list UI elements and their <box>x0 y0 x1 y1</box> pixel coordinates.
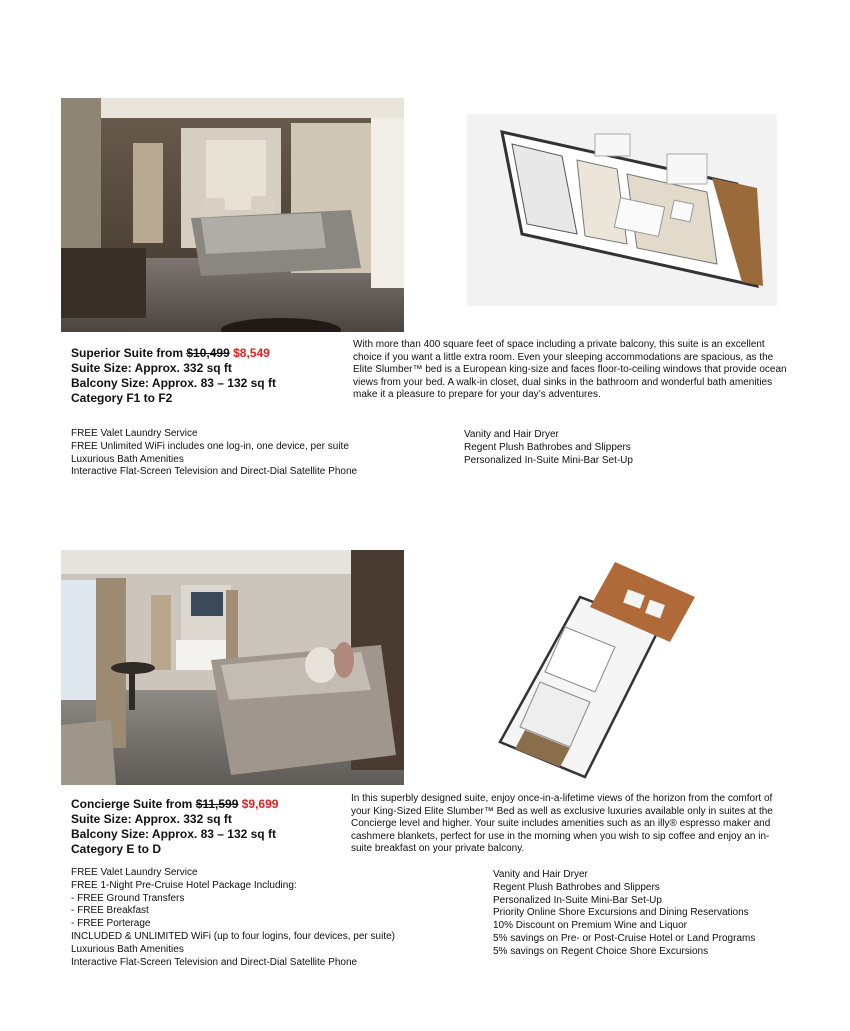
list-item: 5% savings on Pre- or Post-Cruise Hotel or Land Programs <box>493 932 756 944</box>
list-item: Priority Online Shore Excursions and Dining Reservations <box>493 907 749 919</box>
suite-size: Suite Size: Approx. 332 sq ft <box>71 361 232 375</box>
list-item: Interactive Flat-Screen Television and Direct-Dial Satellite Phone <box>71 956 358 968</box>
amenities-right <box>493 869 755 959</box>
suite-name: Superior Suite from <box>71 346 187 360</box>
list-item: 5% savings on Regent Choice Shore Excursions <box>493 945 709 957</box>
list-item: - FREE Ground Transfers <box>71 892 185 904</box>
suite-description: With more than 400 square feet of space including a private balcony, this suite is an excellent choice if you want a little extra room. Even your sleeping accommodations are spacious, as the Elite Slumber™ bed is a European king-size and faces floor-to-ceiling windows that provide ocean views from your bed. A walk-in closet, dual sinks in the bathroom and wonderful bath amenities make it a pleasure to prepare for your day’s adventures. <box>353 339 787 401</box>
list-item: FREE 1-Night Pre-Cruise Hotel Package Including: <box>71 879 297 891</box>
new-price: $8,549 <box>233 346 270 360</box>
list-item: FREE Unlimited WiFi includes one log-in, one device, per suite <box>71 440 349 452</box>
list-item: 10% Discount on Premium Wine and Liquor <box>493 920 687 932</box>
list-item: Personalized In-Suite Mini-Bar Set-Up <box>464 454 633 466</box>
balcony-size: Balcony Size: Approx. 83 – 132 sq ft <box>71 827 276 841</box>
suite-category: Category E to D <box>71 842 162 856</box>
list-item: Luxurious Bath Amenities <box>71 453 184 465</box>
list-item: Vanity and Hair Dryer <box>493 869 588 880</box>
list-item: Personalized In-Suite Mini-Bar Set-Up <box>493 894 662 906</box>
old-price: $11,599 <box>195 797 239 811</box>
list-item: Vanity and Hair Dryer <box>464 429 559 440</box>
suite-title-block <box>71 346 351 406</box>
amenities-right <box>464 429 633 467</box>
list-item: FREE Valet Laundry Service <box>71 428 198 439</box>
list-item: - FREE Porterage <box>71 918 151 930</box>
suite-description: In this superbly designed suite, enjoy once-in-a-lifetime views of the horizon from the comfort of your King-Sized Elite Slumber™ Bed as well as exclusive luxuries available only in suites at the Concierge level and higher. Your suite includes amenities such as an illy® espresso maker and cashmere blankets, perfect for use in the morning when you wish to sip coffee and enjoy an in-suite breakfast on your private balcony. <box>351 793 773 855</box>
superior-suite-floorplan <box>467 114 777 306</box>
amenities-left <box>71 428 357 479</box>
suite-size: Suite Size: Approx. 332 sq ft <box>71 812 232 826</box>
list-item: Regent Plush Bathrobes and Slippers <box>493 881 660 893</box>
balcony-size: Balcony Size: Approx. 83 – 132 sq ft <box>71 376 276 390</box>
amenities-left <box>71 867 395 969</box>
superior-suite-photo <box>61 98 404 332</box>
old-price: $10,499 <box>186 346 230 360</box>
suite-heading <box>71 797 351 812</box>
list-item: Interactive Flat-Screen Television and Direct-Dial Satellite Phone <box>71 466 358 478</box>
suite-title-block <box>71 797 351 857</box>
concierge-suite-floorplan <box>495 562 695 782</box>
new-price: $9,699 <box>241 797 279 811</box>
list-item: Luxurious Bath Amenities <box>71 943 184 955</box>
suite-name: Concierge Suite from <box>71 797 196 811</box>
concierge-suite-photo <box>61 550 404 785</box>
suite-heading <box>71 346 351 361</box>
list-item: FREE Valet Laundry Service <box>71 867 198 878</box>
list-item: INCLUDED & UNLIMITED WiFi (up to four logins, four devices, per suite) <box>71 930 395 942</box>
list-item: Regent Plush Bathrobes and Slippers <box>464 441 631 453</box>
list-item: - FREE Breakfast <box>71 905 149 917</box>
suite-category: Category F1 to F2 <box>71 391 173 405</box>
